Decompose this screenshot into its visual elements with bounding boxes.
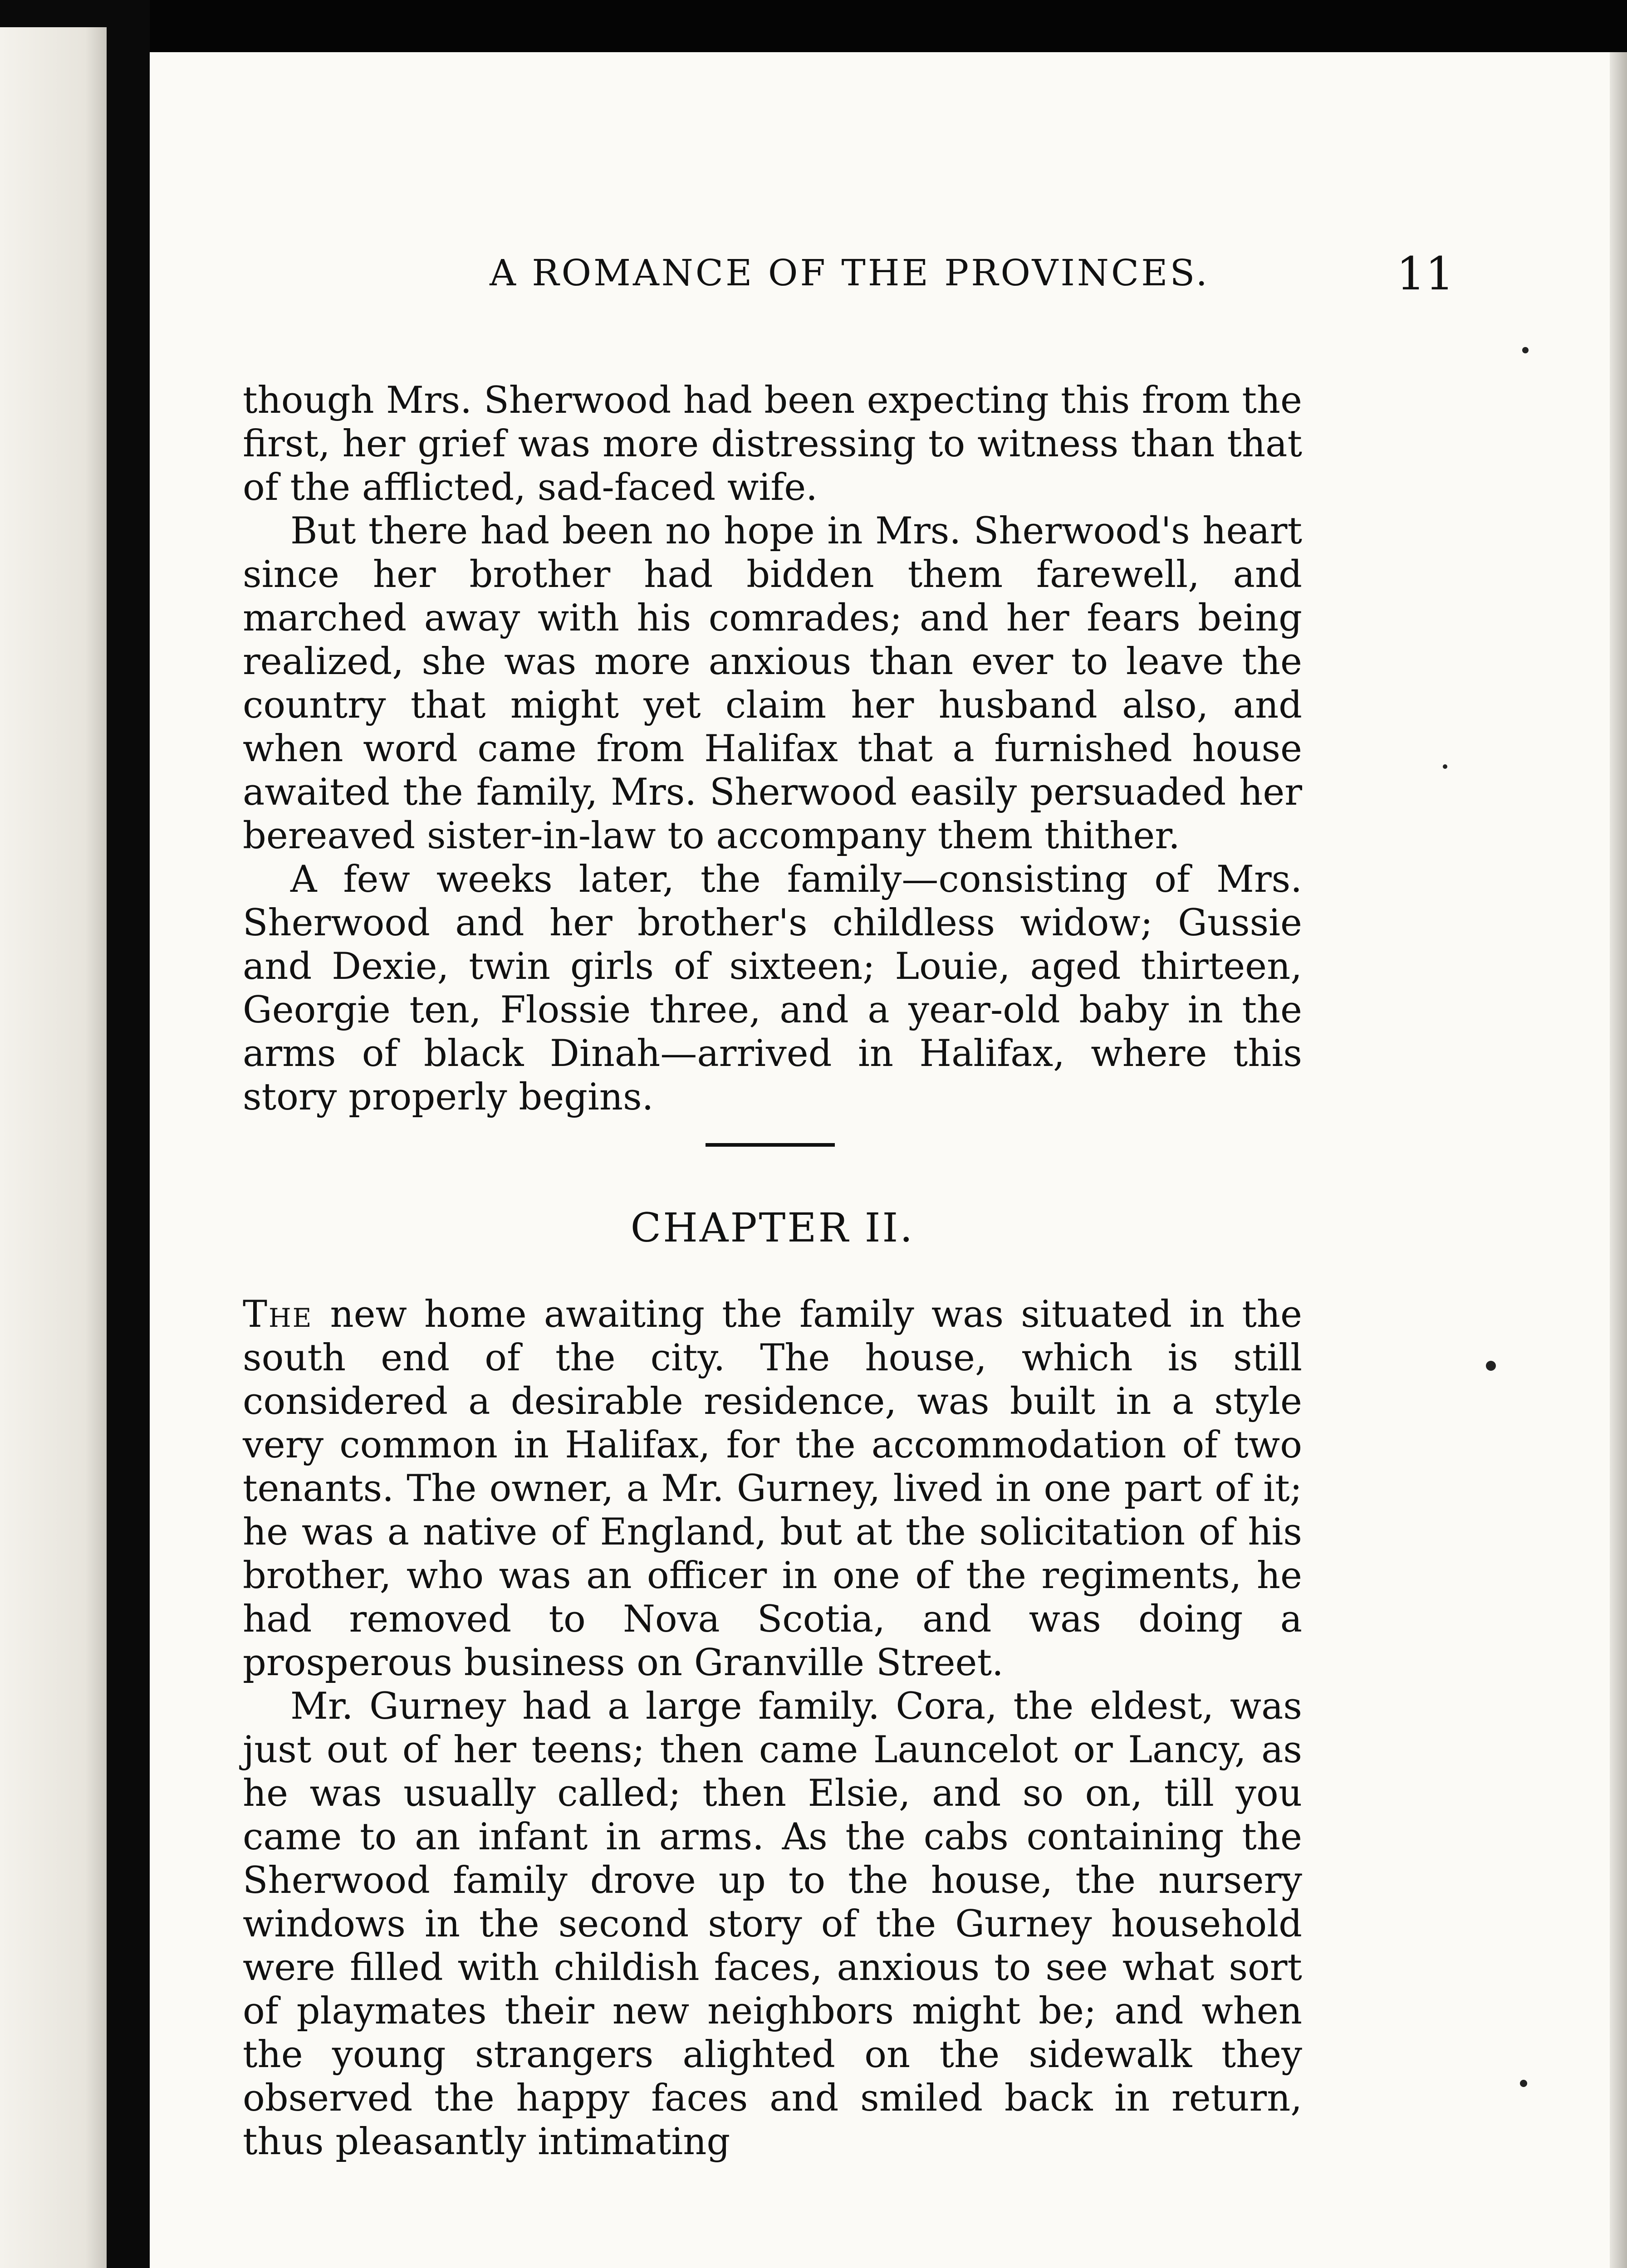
scan-speck (1520, 2080, 1527, 2087)
scan-speck (1486, 1361, 1496, 1371)
paragraph: A few weeks later, the family—consisting of Mrs. Sherwood and her brother's childless widow; Gussie and Dexie, twin girls of sixteen; Louie, aged thirteen, Georgie ten, Flossie three, and a year-old baby in the arms of black Dinah—arrived in Halifax, where this story properly begins. (243, 858, 1302, 1119)
paragraph: Mr. Gurney had a large family. Cora, the eldest, was just out of her teens; then came Launcelot or Lancy, as he was usually called; then Elsie, and so on, till you came to an infant in arms. As the cabs containing the Sherwood family drove up to the house, the nursery windows in the second story of the Gurney household were filled with childish faces, anxious to see what sort of playmates their new neighbors might be; and when the young strangers alighted on the sidewalk they observed the happy faces and smiled back in return, thus pleasantly intimating (243, 1685, 1302, 2163)
section-divider-rule (706, 1143, 835, 1147)
book-page (150, 52, 1627, 2268)
chapter-opening-paragraph (243, 1293, 1302, 1685)
page-header (245, 243, 1454, 311)
page-edge-shadow (1610, 52, 1627, 2268)
chapter-text (243, 1293, 1302, 2164)
opening-paragraph-text: new home awaiting the family was situated in the south end of the city. The house, which is still considered a desirable residence, was built in a style very common in Halifax, for the accommodation of two tenants. The owner, a Mr. Gurney, lived in one part of it; he was a native of England, but at the solicitation of his brother, who was an officer in one of the regiments, he had removed to Nova Scotia, and was doing a prosperous business on Granville Street. (243, 1293, 1302, 1684)
section-text (243, 379, 1302, 1119)
scan-speck (1443, 764, 1447, 769)
page-number: 11 (1396, 247, 1454, 300)
scan-speck (1522, 347, 1529, 353)
paragraph: But there had been no hope in Mrs. Sherwood's heart since her brother had bidden them farewell, and marched away with his comrades; and her fears being realized, she was more anxious than ever to leave the country that might yet claim her husband also, and when word came from Halifax that a furnished house awaited the family, Mrs. Sherwood easily persuaded her bereaved sister-in-law to accompany them thither. (243, 510, 1302, 857)
paragraph-continuation: though Mrs. Sherwood had been expecting this from the first, her grief was more distressing to witness than that of the afflicted, sad-faced wife. (243, 379, 1302, 509)
facing-page-strip (0, 27, 107, 2268)
opening-word: The (243, 1293, 313, 1336)
running-title: A ROMANCE OF THE PROVINCES. (490, 252, 1210, 294)
chapter-heading: CHAPTER II. (630, 1204, 915, 1251)
